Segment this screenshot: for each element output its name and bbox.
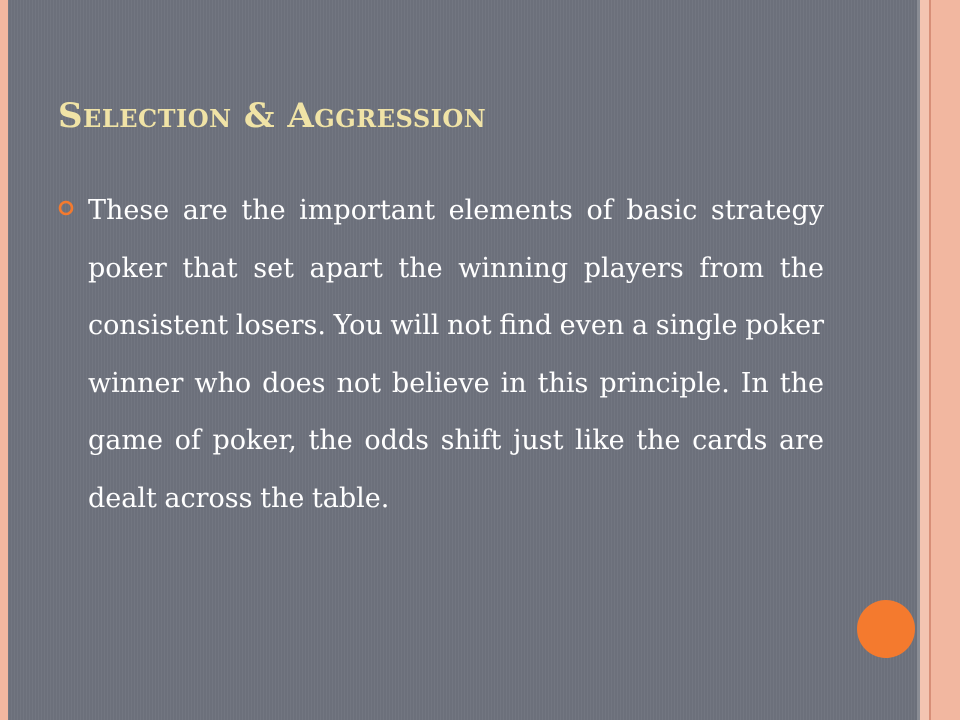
right-border	[931, 0, 960, 720]
orange-ring-bullet-icon	[58, 200, 74, 216]
right-border-light	[920, 0, 929, 720]
left-border	[0, 0, 8, 720]
bullet-item	[58, 182, 824, 527]
slide-title: Selection & Aggression	[58, 96, 487, 136]
bullet-text: These are the important elements of basic strategy poker that set apart the winning players from the consistent losers. You will not find even a single poker winner who does not believe in this principle. In the game of poker, the odds shift just like the cards are dealt across the table.	[88, 195, 824, 514]
slide-body	[58, 182, 824, 527]
orange-circle-decoration	[857, 600, 915, 658]
